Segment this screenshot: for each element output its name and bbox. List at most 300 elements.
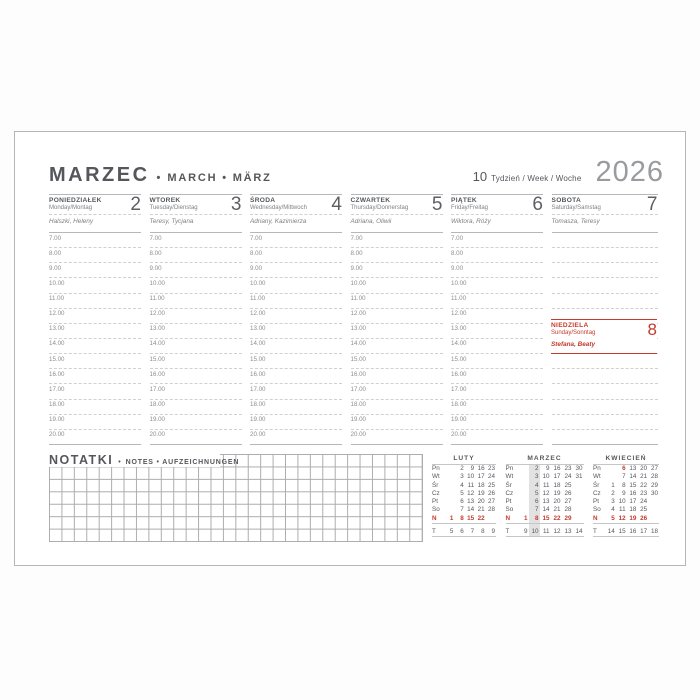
day-cell [573,506,584,514]
day-cell: 21 [553,506,561,514]
hour-row: 20.00 [250,430,342,445]
hour-row: 19.00 [250,415,342,430]
day-cell: 18 [477,481,485,489]
day-cell: 16 [629,489,637,497]
day-cell: 6 [534,498,539,506]
mini-calendar-grid [506,465,584,523]
week-number: 13 [564,527,572,535]
hour-row: 17.00 [250,384,342,399]
hour-row: 14.00 [451,339,543,354]
rule [506,536,584,537]
notes-title [49,453,239,467]
day-cell: 5 [460,489,464,497]
hour-row: 17.00 [150,384,242,399]
sunday-subtitle: Sunday/Sonntag [551,330,596,336]
hour-row [552,384,658,399]
day-column-5 [451,194,543,445]
hour-row: 10.00 [351,278,443,293]
day-cell: 27 [650,465,658,472]
day-cell: 20 [640,465,648,472]
hour-row: 10.00 [150,278,242,293]
weekday-label: Śr [593,481,600,489]
day-cell: 22 [477,514,485,522]
day-cell: 14 [467,506,475,514]
day-cell: 13 [467,498,475,506]
day-cell: 7 [460,506,464,514]
day-cell: 26 [564,489,572,497]
day-date: 2 [130,194,141,215]
day-cell [444,482,454,490]
hour-row: 8.00 [351,248,443,263]
hour-row: 8.00 [451,248,543,263]
hour-row [552,354,658,369]
day-cell: 13 [629,465,637,472]
day-cell: 12 [618,514,626,522]
mini-calendar-february [432,455,496,537]
hour-row: 15.00 [49,354,141,369]
day-subtitle: Thursday/Donnerstag [350,205,409,211]
day-cell: 25 [564,481,572,489]
weekday-label: Pn [593,465,601,472]
day-cell: 19 [477,489,485,497]
day-cell: 21 [477,506,485,514]
hour-row [552,369,658,384]
day-cell: 8 [622,481,626,489]
hour-row: 15.00 [351,354,443,369]
day-cell [518,465,529,473]
month-title-intl: MARCH • MÄRZ [167,172,272,184]
weekday-label: Pn [505,465,514,472]
day-cell: 22 [640,481,648,489]
hour-row: 19.00 [351,415,443,430]
day-cell: 8 [534,514,539,522]
hour-row: 10.00 [49,278,141,293]
mini-calendar-grid [593,465,659,523]
header-right [473,158,664,187]
day-header-top [552,195,658,215]
week-number: 6 [460,527,464,535]
day-cell: 20 [553,498,561,506]
week-number: 7 [470,527,475,535]
hour-row: 14.00 [351,339,443,354]
day-cell [518,498,529,506]
weekday-label: Pt [432,498,438,506]
week-indicator [473,169,582,184]
rule [593,523,659,524]
day-cell: 3 [611,498,615,506]
day-cell: 11 [467,481,475,489]
rule [432,523,496,524]
week-number: 10 [472,169,488,184]
day-cell: 28 [564,506,572,514]
day-cell: 11 [542,481,550,489]
week-row-label: T [432,527,436,535]
day-cell: 2 [534,465,539,472]
weekday-label: N [505,514,511,522]
day-title [49,197,102,211]
hour-row: 17.00 [451,384,543,399]
week-number: 12 [553,527,561,535]
day-cell: 25 [640,506,648,514]
hour-row: 12.00 [250,309,342,324]
day-cell: 9 [622,489,626,497]
day-column-1 [49,194,141,445]
week-number: 9 [491,527,495,535]
day-date: 4 [331,194,342,215]
day-cell: 2 [611,489,615,497]
hour-row [552,248,658,263]
day-cell: 12 [542,489,550,497]
hour-row: 17.00 [351,384,443,399]
week-row-label: T [593,527,597,535]
day-cell: 16 [477,465,485,472]
day-header-top [150,195,242,215]
day-cell [573,490,584,498]
day-header-top [250,195,342,215]
hour-row: 17.00 [49,384,141,399]
day-cell: 8 [460,514,464,522]
hour-row: 16.00 [49,369,141,384]
day-cell: 3 [460,473,464,481]
day-cell [573,498,584,506]
weekday-label: Cz [505,489,514,497]
day-cell [605,465,616,473]
day-subtitle: Monday/Montag [49,205,93,211]
week-numbers-row [593,528,659,536]
hour-row: 14.00 [150,339,242,354]
hour-row: 12.00 [49,309,141,324]
title-separator: • [156,172,161,184]
rule [593,536,659,537]
day-cell: 10 [542,473,550,481]
hour-row: 18.00 [150,400,242,415]
day-cell [573,515,584,523]
page-title [49,165,272,185]
hour-row: 8.00 [250,248,342,263]
hour-row [552,233,658,248]
day-cell: 12 [467,489,475,497]
day-title [250,197,307,211]
weekday-label: Pt [593,498,599,506]
day-cell: 1 [449,514,454,522]
hour-row: 19.00 [49,415,141,430]
day-cell: 29 [564,514,572,522]
weekday-label: Wt [593,473,601,481]
year-label: 2026 [595,156,664,188]
day-subtitle: Wednesday/Mittwoch [250,205,307,211]
weekday-label: Wt [432,473,440,481]
day-cell: 10 [467,473,475,481]
day-cell [486,515,496,523]
day-cell: 3 [534,473,539,481]
day-cell: 24 [487,473,495,481]
sunday-title [551,322,595,336]
day-cell: 18 [553,481,561,489]
hour-row: 14.00 [49,339,141,354]
day-cell [444,465,454,473]
day-subtitle: Saturday/Samstag [551,205,601,211]
day-header [351,194,443,232]
day-cell [518,490,529,498]
day-cell: 23 [564,465,572,472]
day-name: PONIEDZIAŁEK [49,197,102,204]
mini-calendar-month: LUTY [453,455,475,462]
day-cell: 14 [542,506,550,514]
hour-row: 7.00 [451,233,543,248]
hour-row: 7.00 [351,233,443,248]
day-nameday: Teresy, Tycjana [149,218,194,225]
day-date: 6 [532,194,543,215]
hour-row: 12.00 [150,309,242,324]
day-cell: 22 [553,514,561,522]
hour-row: 11.00 [451,294,543,309]
hour-row: 9.00 [49,263,141,278]
hour-row: 9.00 [250,263,342,278]
hour-row: 11.00 [49,294,141,309]
hour-row: 7.00 [150,233,242,248]
day-cell: 4 [611,506,615,514]
day-date: 3 [230,194,242,215]
hour-row: 16.00 [351,369,443,384]
hour-row: 7.00 [49,233,141,248]
weekday-label: So [432,506,440,514]
hour-row: 10.00 [451,278,543,293]
day-header [451,194,543,232]
week-label: Tydzień / Week / Woche [491,174,582,183]
week-row-label: T [505,527,510,535]
hour-row: 15.00 [150,354,242,369]
day-cell: 1 [611,481,615,489]
day-cell: 17 [553,473,561,481]
day-cell [605,473,616,481]
day-cell: 7 [534,506,539,514]
hour-row [552,278,658,293]
day-cell: 16 [553,465,561,472]
week-number: 16 [629,527,637,535]
day-header-top [49,195,141,215]
sunday-nameday: Stefana, Beaty [551,341,596,348]
hour-row: 13.00 [49,324,141,339]
day-cell: 14 [629,473,637,481]
hour-row: 20.00 [150,430,242,445]
day-cell [444,490,454,498]
week-number: 14 [607,527,615,535]
day-cell: 27 [487,498,495,506]
day-cell [518,482,529,490]
day-title [150,197,198,211]
day-nameday: Halszki, Heleny [49,218,94,225]
hour-row: 9.00 [351,263,443,278]
day-header [150,194,242,232]
day-cell: 15 [467,514,475,522]
day-column-4 [351,194,443,445]
day-subtitle: Friday/Freitag [451,205,489,211]
day-cell: 4 [534,481,539,489]
hour-row: 19.00 [451,415,543,430]
day-nameday: Tomasza, Teresy [551,218,600,225]
weekday-label: So [505,506,514,514]
day-cell: 5 [534,489,539,497]
day-cell: 7 [622,473,626,481]
hour-row: 13.00 [351,324,443,339]
day-cell [518,506,529,514]
weekday-label: N [593,514,598,522]
day-cell: 24 [640,498,648,506]
week-number: 8 [481,527,485,535]
hour-row: 15.00 [250,354,342,369]
weekday-label: So [593,506,601,514]
mini-calendar-april [593,455,659,537]
day-header-top [451,195,543,215]
day-cell: 1 [523,514,528,522]
hour-row: 15.00 [451,354,543,369]
day-cell: 23 [487,465,495,472]
hour-row: 8.00 [150,248,242,263]
notes-title-sub: NOTES • AUFZEICHNUNGEN [125,459,240,466]
day-cell: 29 [650,481,658,489]
day-name: CZWARTEK [350,197,391,204]
day-header-top [351,195,443,215]
mini-calendar-month: KWIECIEŃ [605,455,647,462]
day-cell: 25 [487,481,495,489]
rule [432,536,496,537]
day-date: 5 [431,194,443,215]
mini-calendars [432,455,659,537]
day-title [552,197,601,211]
day-cell: 11 [619,506,626,514]
hour-row: 16.00 [150,369,242,384]
notes-grid [49,454,423,542]
sunday-block [551,319,657,354]
day-cell: 18 [629,506,637,514]
day-cell: 5 [611,514,615,522]
hour-rows [351,232,443,445]
day-cell [573,482,584,490]
day-column-2 [150,194,242,445]
weekday-label: Pn [432,465,440,472]
hour-row: 16.00 [451,369,543,384]
day-cell: 21 [640,473,648,481]
day-header [552,194,658,232]
hour-row: 13.00 [451,324,543,339]
day-cell [444,498,454,506]
weekday-label: Pt [505,498,512,506]
weekday-label: Cz [432,489,440,497]
week-numbers-row [432,528,496,536]
day-cell: 9 [545,465,550,472]
hour-row: 10.00 [250,278,342,293]
hour-row: 7.00 [250,233,342,248]
day-cell [444,473,454,481]
week-number: 5 [449,527,454,535]
hour-row: 11.00 [351,294,443,309]
hour-row: 12.00 [351,309,443,324]
hour-row: 16.00 [250,369,342,384]
weekday-label: Cz [593,489,601,497]
day-nameday: Adriany, Kazimierza [250,218,307,225]
hour-row: 12.00 [451,309,543,324]
day-cell: 23 [640,489,648,497]
sunday-header [551,320,657,339]
hour-row: 13.00 [250,324,342,339]
week-number: 15 [618,527,626,535]
day-name: WTOREK [149,197,181,204]
day-name: SOBOTA [551,197,582,204]
hour-row: 20.00 [451,430,543,445]
day-cell [648,515,659,523]
day-cell [518,473,529,481]
notes-title-main: NOTATKI [49,453,114,467]
day-subtitle: Tuesday/Dienstag [149,205,198,211]
day-name: PIĄTEK [451,197,477,204]
hour-row [552,400,658,415]
day-cell: 4 [460,481,464,489]
hour-row [552,415,658,430]
day-nameday: Wiktora, Róży [451,218,491,225]
hour-row: 18.00 [49,400,141,415]
day-cell: 27 [564,498,572,506]
hour-row [552,294,658,309]
notes-title-separator: • [118,459,121,466]
hour-row: 11.00 [150,294,242,309]
hour-row: 20.00 [49,430,141,445]
day-column-3 [250,194,342,445]
day-cell [648,506,659,514]
week-number: 10 [531,527,539,535]
hour-row: 18.00 [451,400,543,415]
day-cell: 24 [564,473,572,481]
week-number: 17 [640,527,648,535]
weekday-label: Śr [432,481,439,489]
weekday-label: N [432,514,437,522]
day-cell: 20 [477,498,485,506]
hour-rows [150,232,242,445]
day-cell: 30 [575,465,583,472]
day-cell: 15 [542,514,550,522]
mini-calendar-march [506,455,584,537]
hour-row: 8.00 [49,248,141,263]
day-title [351,197,409,211]
day-cell: 6 [460,498,464,506]
weekday-label: Śr [505,481,512,489]
rule [506,523,584,524]
day-header [250,194,342,232]
day-cell: 28 [487,506,495,514]
hour-row: 19.00 [150,415,242,430]
hour-row: 18.00 [351,400,443,415]
day-cell: 17 [629,498,637,506]
week-numbers-row [506,528,584,536]
day-title [451,197,488,211]
day-cell: 31 [575,473,583,481]
day-cell [444,506,454,514]
day-cell [648,498,659,506]
day-cell: 13 [542,498,550,506]
day-name: ŚRODA [250,197,276,204]
hour-rows [250,232,342,445]
sunday-name: NIEDZIELA [551,322,589,329]
day-cell: 26 [640,514,648,522]
hour-row: 11.00 [250,294,342,309]
hour-rows [451,232,543,445]
hour-row: 20.00 [351,430,443,445]
hour-row: 13.00 [150,324,242,339]
day-cell: 2 [460,465,464,472]
hour-row: 9.00 [451,263,543,278]
day-cell: 9 [470,465,475,472]
day-header [49,194,141,232]
day-cell: 6 [622,465,626,472]
